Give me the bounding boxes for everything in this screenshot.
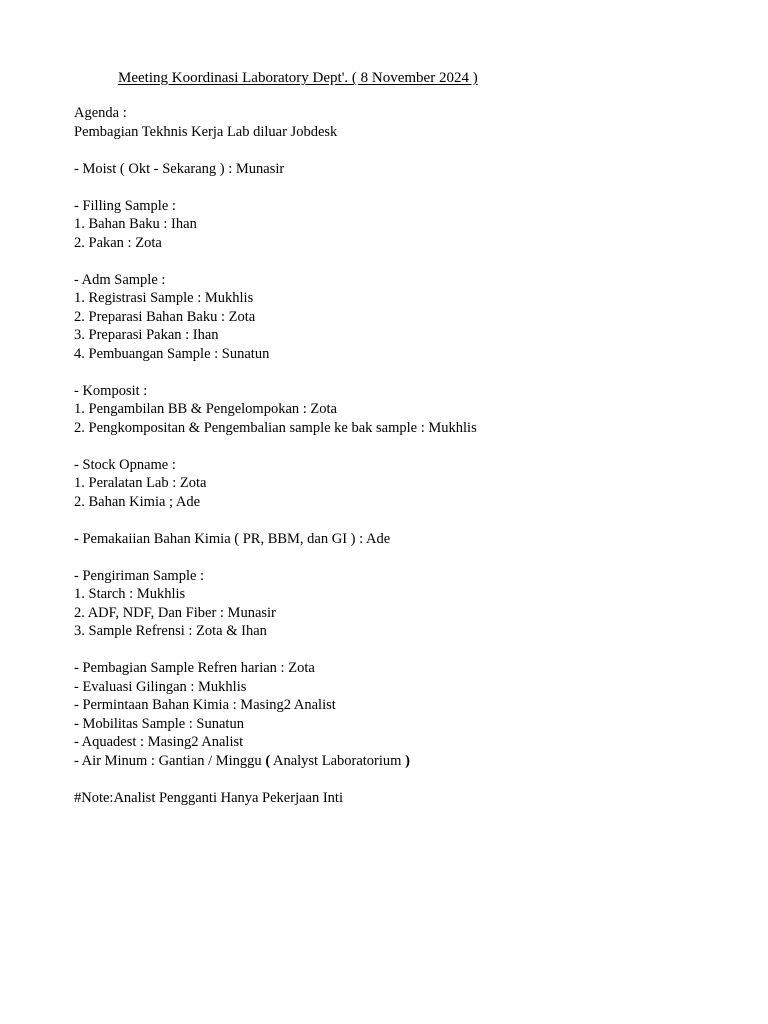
spacer: [74, 770, 714, 789]
list-item: 2. Pengkompositan & Pengembalian sample ke bak sample : Mukhlis: [74, 419, 477, 436]
spacer: [74, 511, 714, 530]
list-item: 2. Pakan : Zota: [74, 234, 162, 251]
spacer: [74, 641, 714, 660]
spacer: [74, 252, 714, 271]
agenda-label: Agenda :: [74, 105, 127, 121]
list-item: 1. Registrasi Sample : Mukhlis: [74, 290, 254, 306]
pengiriman-sample-header: - Pengiriman Sample :: [74, 567, 205, 584]
agenda-topic: Pembagian Tekhnis Kerja Lab diluar Jobdesk: [74, 123, 338, 140]
spacer: [74, 178, 714, 197]
air-minum-inner: Analyst Laboratorium: [270, 752, 406, 769]
komposit-header: - Komposit :: [74, 382, 148, 399]
paren-open: (: [265, 752, 271, 769]
pemakaian-line: - Pemakaiian Bahan Kimia ( PR, BBM, dan GI ) : Ade: [74, 530, 391, 547]
misc-item: - Permintaan Bahan Kimia : Masing2 Analist: [74, 697, 336, 713]
document-title: Meeting Koordinasi Laboratory Dept'. ( 8 November 2024 ): [118, 70, 478, 86]
spacer: [74, 141, 714, 160]
note-line: #Note:Analist Pengganti Hanya Pekerjaan Inti: [74, 789, 343, 806]
paren-close: ): [405, 752, 410, 769]
list-item: 2. Bahan Kimia ; Ade: [74, 493, 201, 510]
list-item: 3. Preparasi Pakan : Ihan: [74, 327, 219, 343]
moist-line: - Moist ( Okt - Sekarang ) : Munasir: [74, 160, 285, 177]
list-item: 1. Pengambilan BB & Pengelompokan : Zota: [74, 401, 337, 417]
document-body: [74, 104, 714, 807]
misc-item: - Pembagian Sample Refren harian : Zota: [74, 660, 315, 676]
spacer: [74, 363, 714, 382]
list-item: 4. Pembuangan Sample : Sunatun: [74, 345, 270, 362]
stock-opname-header: - Stock Opname :: [74, 456, 176, 473]
list-item: 2. Preparasi Bahan Baku : Zota: [74, 308, 256, 325]
adm-sample-header: - Adm Sample :: [74, 271, 166, 288]
list-item: 2. ADF, NDF, Dan Fiber : Munasir: [74, 604, 276, 621]
list-item: 1. Peralatan Lab : Zota: [74, 475, 207, 491]
filling-sample-header: - Filling Sample :: [74, 197, 176, 214]
misc-item: - Aquadest : Masing2 Analist: [74, 734, 244, 750]
misc-item: - Mobilitas Sample : Sunatun: [74, 715, 244, 732]
list-item: 1. Bahan Baku : Ihan: [74, 216, 197, 232]
list-item: 1. Starch : Mukhlis: [74, 586, 186, 602]
list-item: 3. Sample Refrensi : Zota & Ihan: [74, 623, 267, 639]
air-minum-text: - Air Minum : Gantian / Minggu: [74, 752, 266, 769]
air-minum-line: [74, 752, 714, 771]
misc-item: - Evaluasi Gilingan : Mukhlis: [74, 678, 247, 695]
spacer: [74, 437, 714, 456]
spacer: [74, 548, 714, 567]
